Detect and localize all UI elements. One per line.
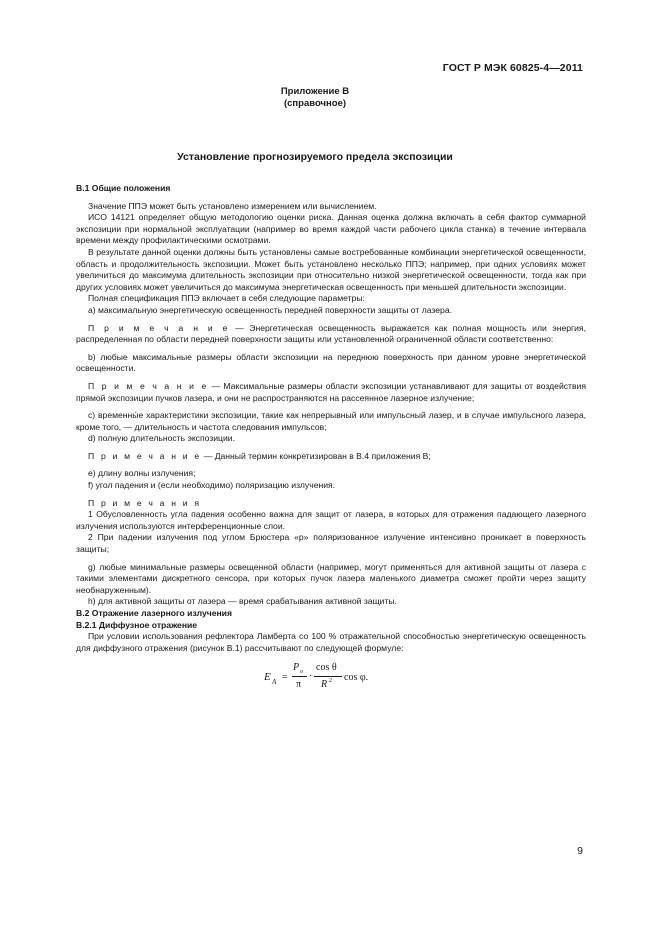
list-item-b: b) любые максимальные размеры области экспозиции на переднюю поверхность при данном уровне энергетической освещенности. (76, 351, 586, 374)
list-item-f: f) угол падения и (если необходимо) поляризацию излучения. (88, 480, 336, 491)
note-label: П р и м е ч а н и е (88, 322, 230, 333)
note-a (76, 323, 586, 346)
note-label: П р и м е ч а н и е (88, 450, 202, 461)
formula-tail: cos φ. (344, 672, 369, 684)
standard-header: ГОСТ Р МЭК 60825-4—2011 (442, 62, 583, 74)
formula-num1: P (293, 662, 300, 674)
formula-den1: π (296, 679, 302, 691)
note-2: 2 При падении излучения под углом Брюстера «р» поляризованное излучение интенсивно проникает в поверхность защиты; (76, 532, 586, 555)
paragraph (76, 201, 586, 213)
paragraph-text: Значение ППЭ может быть установлено измерением или вычислением. (88, 200, 377, 211)
note-d (76, 451, 586, 463)
section-heading-b2: В.2 Отражение лазерного излучения (76, 608, 232, 618)
formula-lhs: E (264, 671, 271, 684)
notes-label: П р и м е ч а н и я (88, 497, 202, 508)
note-label: П р и м е ч а н и е (88, 380, 209, 391)
list-item-a: а) максимальную энергетическую освещенность передней поверхности защиты от лазера. (88, 304, 452, 315)
formula-den2-sup: 2 (329, 678, 332, 685)
note-1: 1 Обусловленность угла падения особенно важна для защит от лазера, в которых для отражения падающего лазерного излучения используются интерференционные слои. (76, 509, 586, 531)
formula-lhs-sub: A (272, 678, 277, 687)
list-item-g: g) любые минимальные размеры освещенной области (например, могут применяться для активной защиты от лазера с такими элементами дискретного сенсора, при которых пучок лазера маленького диаметра сможет пройти через защиту необнаруженным). (76, 561, 586, 595)
fraction-bar (314, 676, 342, 677)
note-text: — Максимальные размеры области экспозиции устанавливают для защиты от воздействия прямой экспозиции пучков лазера, и они не распространяются на рассеянное лазерное излучение; (76, 380, 586, 403)
paragraph: Полная спецификация ППЭ включает в себя следующие параметры: (88, 293, 365, 304)
document-body (76, 183, 586, 704)
annex-title: Установление прогнозируемого предела экспозиции (177, 151, 453, 163)
note-text: — Энергетическая освещенность выражается как полная мощность или энергия, распределенная по области передней поверхности защиты или установленной ограниченной области соответственно: (76, 322, 586, 345)
annex-label: Приложение В (280, 86, 350, 97)
fraction-bar (292, 676, 307, 677)
formula-equals: = (282, 672, 288, 684)
formula-dot: · (309, 671, 313, 683)
list-item-c: с) временны́е характеристики экспозиции, такие как непрерывный или импульсный лазер, и в случае импульсного лазера, кроме того, — длительность и частота следования импульсов; (76, 410, 586, 432)
paragraph: ИСО 14121 определяет общую методологию оценки риска. Данная оценка должна включать в себя фактор суммарной экспозиции при нормальной эксплуатации (например во время каждой части рабочего цикла станка) в течение интервала времени между профилактическими осмотрами. (76, 212, 586, 246)
formula-num2: cos θ (316, 662, 337, 674)
annex-type: (справочное) (283, 98, 347, 109)
formula-den2: R (321, 679, 328, 691)
formula-num1-sub: o (300, 669, 303, 676)
note-text: — Данный термин конкретизирован в В.4 приложения В; (201, 450, 431, 461)
note-b (76, 381, 586, 404)
subsection-heading-b21: В.2.1 Диффузное отражение (76, 619, 198, 630)
list-item-h: h) для активной защиты от лазера — время срабатывания активной защиты. (88, 596, 397, 607)
formula (76, 658, 586, 704)
paragraph: При условии использования рефлектора Ламберта со 100 % отражательной способностью энергетическую освещенность для диффузного отражения (рисунок В.1) рассчитывают по следующей формуле: (76, 631, 586, 653)
section-heading-b1: В.1 Общие положения (76, 183, 171, 193)
paragraph: В результате данной оценки должны быть установлены самые востребованные комбинации энергетической освещенности, область и продолжительность экспозиции. Может быть установлено несколько ППЭ; например, при одних условиях может увеличиться до максимума длительность экспозиции при относительно низкой энергетической освещенности, тогда как при других условиях может увеличиться до максимума энергетическая освещенность при меньшей длительности экспозиции. (76, 246, 586, 292)
list-item-d: d) полную длительность экспозиции. (88, 433, 235, 444)
list-item-e: е) длину волны излучения; (88, 468, 196, 479)
page-number: 9 (577, 845, 583, 857)
